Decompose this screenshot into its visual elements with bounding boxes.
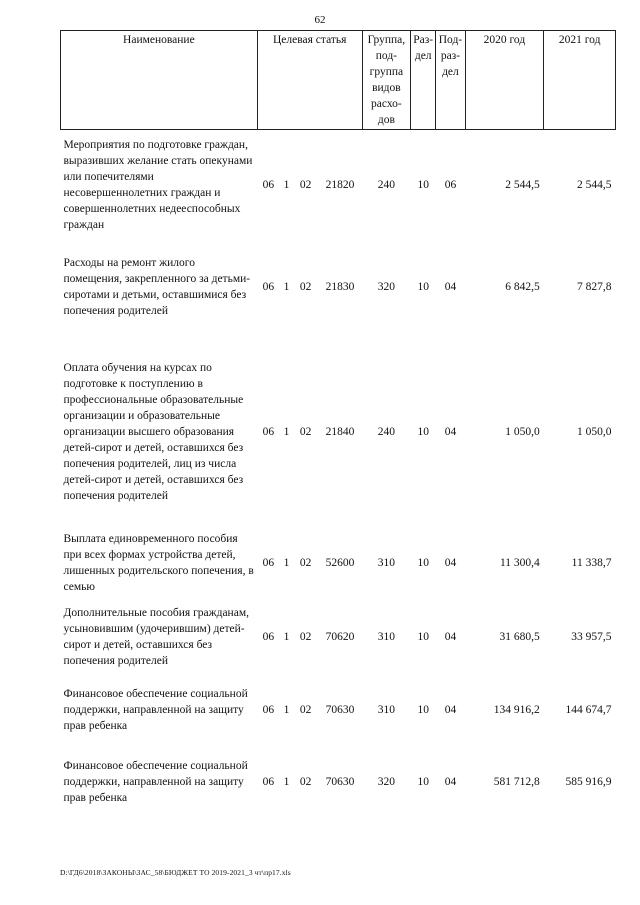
file-path-footer: D:\ГД6\2018\ЗАКОНЫ\ЗАС_58\БЮДЖЕТ ТО 2019-2021_3 чт\пр17.xls [60, 868, 291, 877]
row-name: Финансовое обеспечение социальной поддержки, направленной на защиту прав ребенка [63, 759, 248, 804]
section-code: 10 [417, 703, 429, 716]
header-year-2021: 2021 год [544, 31, 616, 130]
row-name: Оплата обучения на курсах по подготовке к поступлению в профессиональные образовательные организации и образовательные организации высшего образования детей-сирот и детей, оставшихся без попечения родителей, лиц из числа детей-сирот и детей, оставшихся без попечения родителей [63, 361, 244, 502]
expense-group: 240 [377, 178, 395, 191]
row-name: Расходы на ремонт жилого помещения, закрепленного за детьми-сиротами и детьми, оставшимися без попечения родителей [63, 256, 251, 317]
section-code: 10 [417, 425, 429, 438]
row-name: Финансовое обеспечение социальной поддержки, направленной на защиту прав ребенка [63, 687, 248, 732]
target-main-event: 02 [299, 630, 312, 643]
amount-2020: 11 300,4 [499, 556, 540, 569]
section-code: 10 [417, 556, 429, 569]
expense-group: 320 [377, 280, 395, 293]
target-direction: 70620 [325, 630, 355, 643]
target-program: 06 [262, 178, 275, 191]
amount-2021: 11 338,7 [571, 556, 612, 569]
table-row [61, 530, 616, 596]
expense-group: 240 [377, 425, 395, 438]
amount-2020: 6 842,5 [505, 280, 540, 293]
section-code: 10 [417, 630, 429, 643]
subsection-code: 04 [444, 703, 457, 716]
table-row [61, 596, 616, 678]
target-direction: 21820 [325, 178, 355, 191]
target-program: 06 [262, 703, 275, 716]
subsection-code: 04 [444, 775, 457, 788]
target-subprogram: 1 [283, 280, 290, 293]
target-program: 06 [262, 556, 275, 569]
target-main-event: 02 [299, 556, 312, 569]
subsection-code: 04 [444, 280, 457, 293]
subsection-code: 04 [444, 556, 457, 569]
target-subprogram: 1 [283, 556, 290, 569]
target-subprogram: 1 [283, 425, 290, 438]
target-direction: 21840 [325, 425, 355, 438]
target-subprogram: 1 [283, 703, 290, 716]
target-main-event: 02 [299, 425, 312, 438]
target-direction: 70630 [325, 703, 355, 716]
expense-group: 310 [377, 556, 395, 569]
budget-table [60, 30, 616, 822]
subsection-code: 04 [444, 630, 457, 643]
amount-2021: 144 674,7 [565, 703, 612, 716]
target-program: 06 [262, 280, 275, 293]
target-subprogram: 1 [283, 775, 290, 788]
amount-2021: 7 827,8 [577, 280, 612, 293]
section-code: 10 [417, 178, 429, 191]
amount-2021: 1 050,0 [577, 425, 612, 438]
expense-group: 310 [377, 630, 395, 643]
amount-2021: 2 544,5 [577, 178, 612, 191]
expense-group: 310 [377, 703, 395, 716]
table-row [61, 742, 616, 822]
subsection-code: 06 [444, 178, 457, 191]
table-row [61, 334, 616, 530]
row-name: Дополнительные пособия гражданам, усыновившим (удочерившим) детей-сирот и детей, оставшихся без попечения родителей [63, 606, 249, 667]
header-subsection: Под-раз-дел [436, 31, 465, 130]
target-main-event: 02 [299, 703, 312, 716]
page-number: 62 [314, 14, 326, 26]
amount-2020: 1 050,0 [505, 425, 540, 438]
target-direction: 70630 [325, 775, 355, 788]
target-program: 06 [262, 425, 275, 438]
subsection-code: 04 [444, 425, 457, 438]
target-program: 06 [262, 630, 275, 643]
header-year-2020: 2020 год [465, 31, 544, 130]
expense-group: 320 [377, 775, 395, 788]
amount-2020: 31 680,5 [499, 630, 540, 643]
header-expense-group: Группа, под-группа видов расхо-дов [362, 31, 410, 130]
section-code: 10 [417, 775, 429, 788]
target-main-event: 02 [299, 775, 312, 788]
target-direction: 52600 [325, 556, 355, 569]
header-section: Раз-дел [411, 31, 436, 130]
header-target-article: Целевая статья [257, 31, 362, 130]
amount-2020: 134 916,2 [493, 703, 540, 716]
target-direction: 21830 [325, 280, 355, 293]
amount-2021: 585 916,9 [565, 775, 612, 788]
amount-2020: 581 712,8 [493, 775, 540, 788]
table-row [61, 240, 616, 334]
table-row [61, 130, 616, 240]
section-code: 10 [417, 280, 429, 293]
target-subprogram: 1 [283, 178, 290, 191]
amount-2021: 33 957,5 [571, 630, 612, 643]
target-main-event: 02 [299, 178, 312, 191]
row-name: Выплата единовременного пособия при всех формах устройства детей, лишенных родительского попечения, в семью [63, 532, 254, 593]
table-row [61, 678, 616, 742]
row-name: Мероприятия по подготовке граждан, выразивших желание стать опекунами или попечителями несовершеннолетних граждан и совершеннолетних недееспособных граждан [63, 138, 253, 231]
target-main-event: 02 [299, 280, 312, 293]
header-name: Наименование [61, 31, 258, 130]
target-program: 06 [262, 775, 275, 788]
target-subprogram: 1 [283, 630, 290, 643]
table-header-row [61, 31, 616, 130]
amount-2020: 2 544,5 [505, 178, 540, 191]
